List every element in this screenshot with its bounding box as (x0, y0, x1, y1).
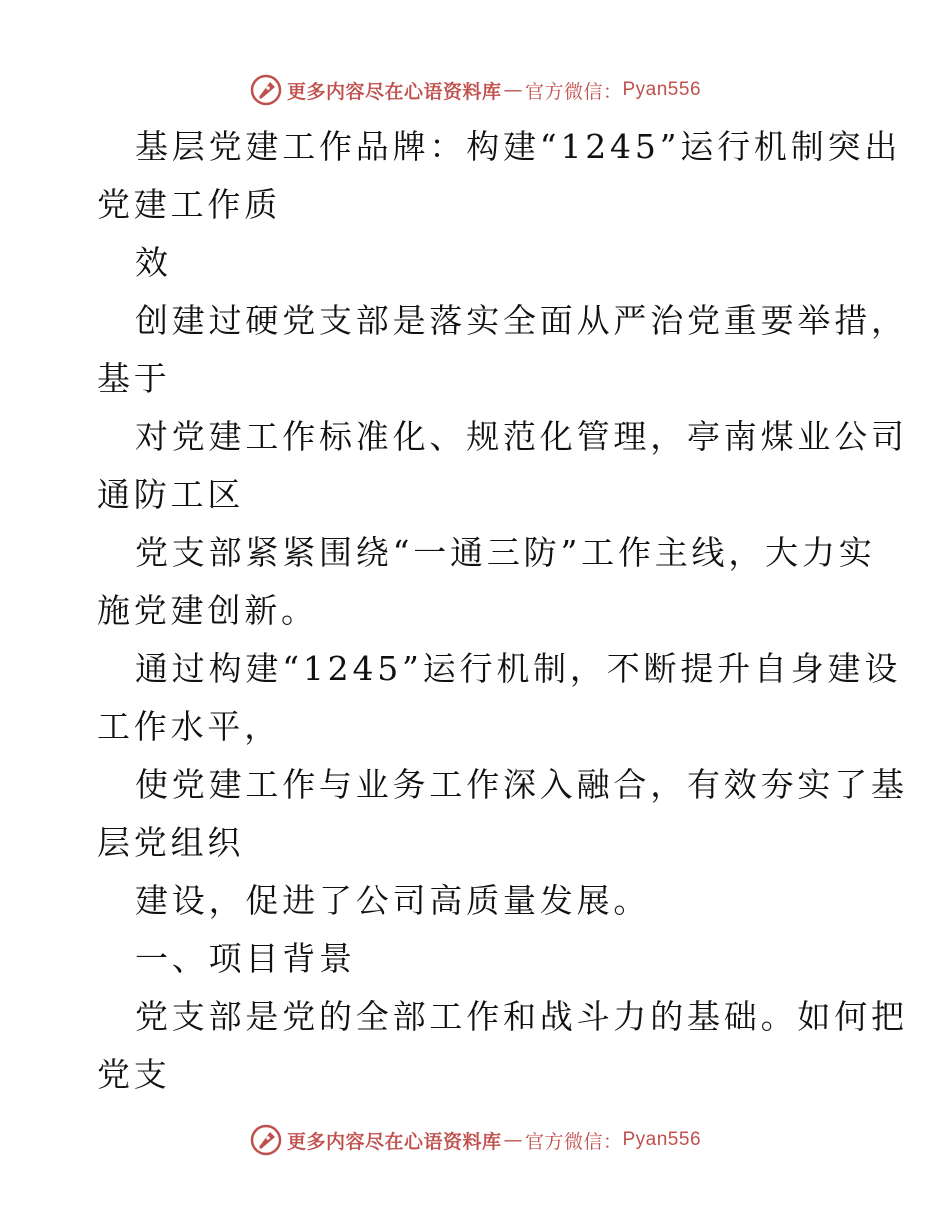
pen-nib-logo-icon (249, 1123, 283, 1157)
watermark-left-text: 更多内容尽在心语资料库 (286, 1130, 502, 1153)
watermark-dash: — (503, 79, 523, 101)
text-line: 层党组织 (97, 823, 245, 862)
footer-watermark (0, 1120, 950, 1160)
text-line: 通过构建“1245”运行机制，不断提升自身建设 (135, 649, 902, 688)
watermark-wechat-id: Pyan556 (622, 1129, 702, 1150)
watermark-dash: — (503, 1129, 523, 1151)
watermark-wechat-id: Pyan556 (622, 79, 702, 100)
text-line: 党支部紧紧围绕“一通三防”工作主线，大力实 (135, 533, 876, 572)
text-line: 施党建创新。 (97, 591, 318, 630)
text-line: 工作水平， (97, 707, 281, 746)
text-line: 建设，促进了公司高质量发展。 (135, 881, 651, 920)
watermark-right-text: 官方微信： (524, 80, 623, 103)
text-line: 使党建工作与业务工作深入融合，有效夯实了基 (135, 765, 908, 804)
text-line: 效 (135, 243, 172, 282)
text-line: 一、项目背景 (135, 939, 356, 978)
text-line: 基于 (97, 359, 171, 398)
text-line: 创建过硬党支部是落实全面从严治党重要举措， (135, 301, 908, 340)
text-line: 党支 (97, 1055, 171, 1094)
text-line: 基层党建工作品牌：构建“1245”运行机制突出 (135, 127, 902, 166)
header-watermark (0, 70, 950, 110)
watermark-left-text: 更多内容尽在心语资料库 (286, 80, 502, 103)
text-line: 通防工区 (97, 475, 245, 514)
text-line: 对党建工作标准化、规范化管理，亭南煤业公司 (135, 417, 908, 456)
pen-nib-logo-icon (249, 73, 283, 107)
text-line: 党建工作质 (97, 185, 281, 224)
text-line: 党支部是党的全部工作和战斗力的基础。如何把 (135, 997, 908, 1036)
document-body (97, 118, 908, 1104)
watermark-right-text: 官方微信： (524, 1130, 623, 1153)
